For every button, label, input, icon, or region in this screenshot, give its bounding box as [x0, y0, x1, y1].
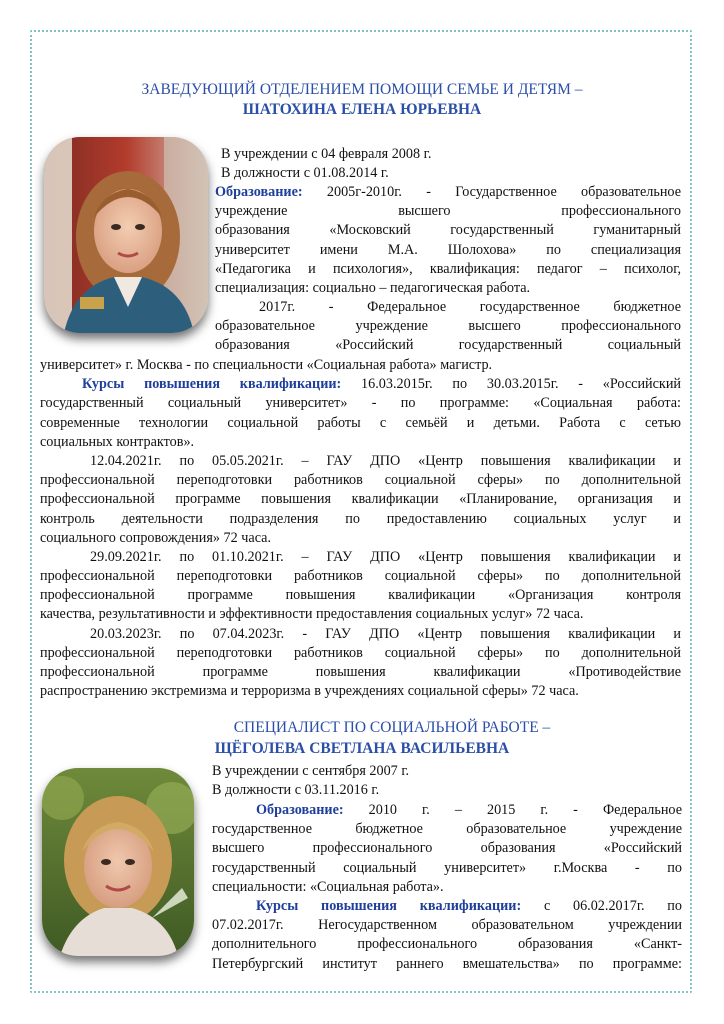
person2-start-date: В учреждении с сентября 2007 г. [212, 763, 410, 779]
person1-start-date: В учреждении с 04 февраля 2008 г. [221, 146, 432, 162]
person2-education-label: Образование: [256, 802, 344, 818]
person2-education-block: Образование: 2010 г. – 2015 г. - Федеральное государственное бюджетное образовательное учреждение высшего профессионального образования «Российский государственный социальный университет» г.Москва - по специальности: «Социальная работа». Курсы повышения квалификации: с 06.02.2017г. по 07.02.2017г. Негосударственном образовательном учреждении дополнительного профессионального образования «Санкт- Петербургский институт раннего вмешательства» по программе: [212, 802, 682, 972]
person2-title-name: ЩЁГОЛЕВА СВЕТЛАНА ВАСИЛЬЕВНА [214, 740, 510, 757]
person1-title-name: ШАТОХИНА ЕЛЕНА ЮРЬЕВНА [242, 101, 482, 118]
person2-portrait-image [42, 768, 194, 956]
person1-education-block: Образование: 2005г-2010г. - Государственное образовательное учреждение высшего профессионального образования «Московский государственный гуманитарный университет имени М.А. Шолохова» по специализация «Педагогика и психология», квалификация: педагог – психолог, специализация: социально – педагогическая работа. [215, 184, 681, 296]
person2-intro-block [212, 762, 682, 800]
person1-courses-label: Курсы повышения квалификации: [82, 376, 342, 393]
person1-photo [44, 137, 208, 333]
person2-photo [42, 768, 194, 956]
person1-education2-block: 2017г. - Федеральное государственное бюджетное образовательное учреждение высшего профессионального образования «Российский государственный социальный [215, 299, 681, 354]
person2-courses-label: Курсы повышения квалификации: [256, 897, 522, 914]
person2-position-date: В должности с 03.11.2016 г. [212, 782, 380, 799]
person1-portrait-image [44, 137, 208, 333]
person1-courses-block: университет» г. Москва - по специальности «Социальная работа» магистр. Курсы повышения квалификации: 16.03.2015г. по 30.03.2015г. - «Российский государственный социальный университет» - по программе: «Социальная работа: современные технологии социальной работы с семьёй и детьми. Работа с сетью социальных контрактов». 12.04.2021г. по 05.05.2021г. – ГАУ ДПО «Центр повышения квалификации и профессиональной переподготовки работников социальной сферы» по дополнительной профессиональной программе повышения квалификации «Планирование, организация и контроль деятельности подразделения по предоставлению социальных услуг и социального сопровождения» 72 часа. 29.09.2021г. по 01.10.2021г. – ГАУ ДПО «Центр повышения квалификации и профессиональной переподготовки работников социальной сферы» по дополнительной профессиональной программе повышения квалификации «Организация контроля качества, результативности и эффективности предоставления социальных услуг» 72 часа. 20.03.2023г. по 07.04.2023г. - ГАУ ДПО «Центр повышения квалификации и профессиональной переподготовки работников социальной сферы» по дополнительной профессиональной программе повышения квалификации «Противодействие распространению экстремизма и терроризма в учреждениях социальной сферы» 72 часа. [40, 357, 682, 700]
person1-intro-block [221, 145, 681, 183]
person1-education-label: Образование: [215, 184, 303, 200]
person1-position-date: В должности с 01.08.2014 г. [221, 165, 389, 182]
person2-title-role: СПЕЦИАЛИСТ ПО СОЦИАЛЬНОЙ РАБОТЕ – [233, 719, 551, 736]
person1-title-role: ЗАВЕДУЮЩИЙ ОТДЕЛЕНИЕМ ПОМОЩИ СЕМЬЕ И ДЕТЯМ – [141, 81, 583, 98]
